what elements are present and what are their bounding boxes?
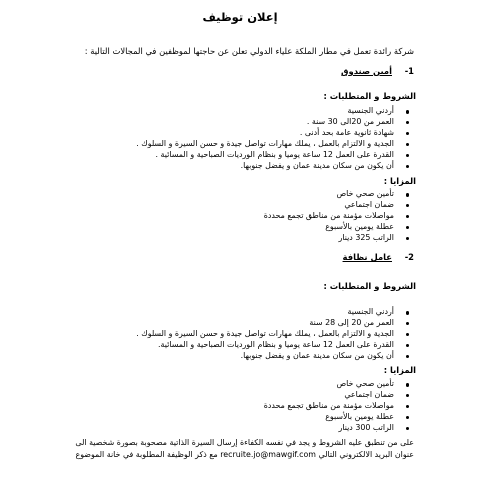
list-item: عطلة يومين بالأسبوع (264, 412, 414, 423)
list-item: تأمين صحي خاص (264, 379, 414, 390)
requirements-heading: الشروط و المتطلبات : (323, 91, 416, 101)
closing-line: على من تنطبق عليه الشروط و يجد في نفسه الكفاءة إرسال السيرة الذاتية مصحوبة بصورة شخصية الى (75, 438, 414, 447)
benefits-list-cashier (264, 189, 414, 244)
benefits-heading: المزايا : (383, 365, 416, 375)
requirements-heading: الشروط و المتطلبات : (323, 281, 416, 291)
closing-paragraph (75, 437, 414, 460)
list-item: الجدية و الالتزام بالعمل ، يملك مهارات تواصل جيدة و حسن السيرة و السلوك . (136, 329, 414, 340)
job-heading-cleaner (343, 252, 414, 262)
list-item: العمر من 20الى 30 سنة . (136, 117, 414, 128)
list-item: أن يكون من سكان مدينة عمان و يفضل جنوبها. (136, 351, 414, 362)
closing-line-with-email: عنوان البريد الالكتروني التالي recruite.jo@mawgif.com مع ذكر الوظيفة المطلوبة في خانة الموضوع (75, 449, 414, 459)
list-item: ضمان اجتماعي (264, 200, 414, 211)
list-item: عطلة يومين بالأسبوع (264, 222, 414, 233)
requirements-list-cashier (136, 106, 414, 171)
list-item: الراتب 325 دينار (264, 233, 414, 244)
list-item: الجدية و الالتزام بالعمل ، يملك مهارات تواصل جيدة و حسن السيرة و السلوك . (136, 139, 414, 150)
list-item: القدرة على العمل 12 ساعة يوميا و بنظام الورديات الصباحية و المسائية . (136, 150, 414, 161)
requirements-list-cleaner (136, 307, 414, 362)
list-item: العمر من 20 إلى 28 سنة (136, 318, 414, 329)
announcement-title: إعلان توظيف (202, 10, 278, 24)
benefits-list-cleaner (264, 379, 414, 434)
job-title: أمين صندوق (341, 66, 392, 76)
list-item: شهادة ثانوية عامة بحد أدنى . (136, 128, 414, 139)
benefits-heading: المزايا : (383, 176, 416, 186)
list-item: القدرة على العمل 12 ساعة يوميا و بنظام الورديات الصباحية و المسائية. (136, 340, 414, 351)
list-item: الراتب 300 دينار (264, 423, 414, 434)
list-item: أردني الجنسية (136, 106, 414, 117)
list-item: مواصلات مؤمنة من مناطق تجمع محددة (264, 211, 414, 222)
job-number: 1- (404, 66, 414, 76)
list-item: ضمان اجتماعي (264, 390, 414, 401)
job-title: عامل نظافة (342, 252, 392, 262)
job-heading-cashier (341, 66, 414, 76)
job-number: 2- (404, 252, 414, 262)
list-item: أن يكون من سكان مدينة عمان و يفضل جنوبها. (136, 161, 414, 172)
list-item: تأمين صحي خاص (264, 189, 414, 200)
list-item: أردني الجنسية (136, 307, 414, 318)
intro-paragraph: شركة رائدة تعمل في مطار الملكة علياء الدولي تعلن عن حاجتها لموظفين في المجالات التالية : (84, 46, 414, 56)
list-item: مواصلات مؤمنة من مناطق تجمع محددة (264, 401, 414, 412)
